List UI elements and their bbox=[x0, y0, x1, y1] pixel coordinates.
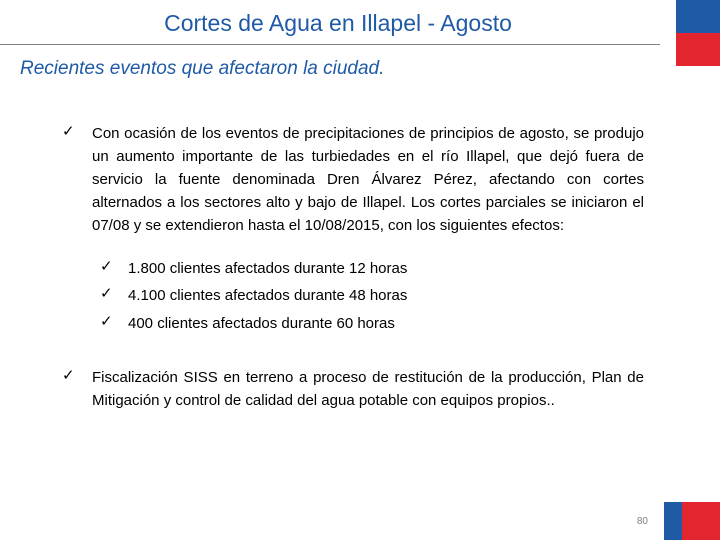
check-icon: ✓ bbox=[100, 285, 113, 302]
bullet-text: Con ocasión de los eventos de precipitaciones de principios de agosto, se produjo un aumento importante de las turbiedades en el río Illapel, que dejó fuera de servicio la fuente denominada Dren Álvarez Pérez, afectando con cortes alternados a los sectores alto y bajo de Illapel. Los cortes parciales se iniciaron el 07/08 y se extendieron hasta el 10/08/2015, con los siguientes efectos: bbox=[92, 125, 644, 234]
check-icon: ✓ bbox=[100, 313, 113, 330]
flag-blue-block bbox=[664, 502, 682, 540]
slide-subtitle: Recientes eventos que afectaron la ciudad. bbox=[20, 58, 385, 79]
bullet-text: 4.100 clientes afectados durante 48 horas bbox=[128, 287, 408, 304]
bullet-text: 400 clientes afectados durante 60 horas bbox=[128, 315, 395, 332]
flag-blue-block bbox=[676, 0, 720, 33]
bullet-sub-1 bbox=[100, 257, 560, 280]
bullet-main-1 bbox=[62, 122, 644, 237]
check-icon: ✓ bbox=[62, 123, 75, 140]
bullet-text: 1.800 clientes afectados durante 12 horas bbox=[128, 260, 408, 277]
bullet-sub-2 bbox=[100, 284, 560, 307]
slide-title: Cortes de Agua en Illapel - Agosto bbox=[164, 10, 512, 36]
flag-decoration-bottom bbox=[664, 502, 720, 540]
flag-red-block bbox=[676, 33, 720, 66]
page-number: 80 bbox=[636, 516, 648, 527]
check-icon: ✓ bbox=[62, 367, 75, 384]
bullet-text: Fiscalización SISS en terreno a proceso de restitución de la producción, Plan de Mitigación y control de calidad del agua potable con equipos propios.. bbox=[92, 369, 644, 409]
check-icon: ✓ bbox=[100, 258, 113, 275]
bullet-main-2 bbox=[62, 366, 644, 412]
bullet-sub-3 bbox=[100, 312, 560, 335]
flag-decoration-top bbox=[676, 0, 720, 66]
title-divider bbox=[0, 44, 660, 45]
flag-red-block bbox=[682, 502, 720, 540]
